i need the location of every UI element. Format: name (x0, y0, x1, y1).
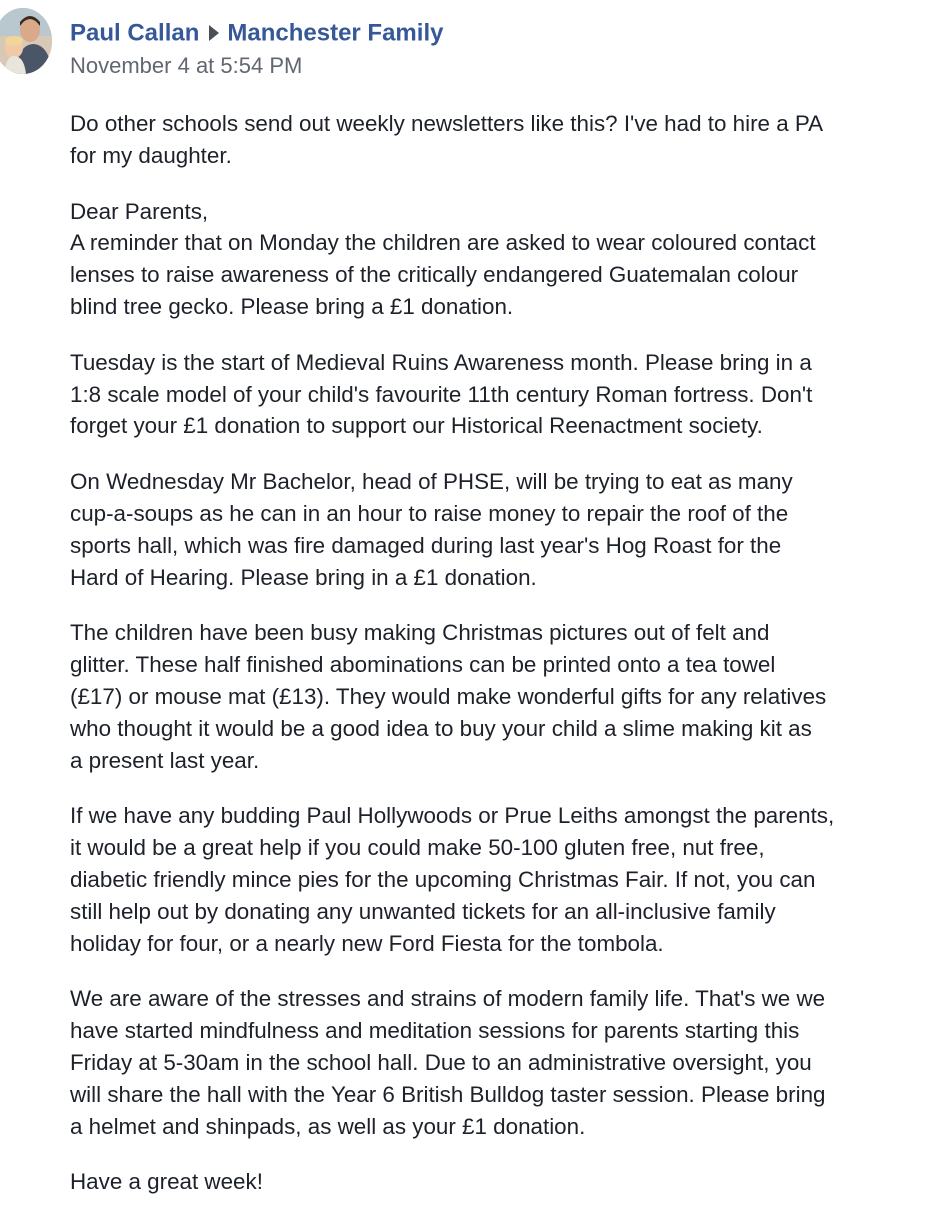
text-line: a helmet and shinpads, as well as your £1 donation. (70, 1113, 586, 1139)
text-line: On Wednesday Mr Bachelor, head of PHSE, will be trying to eat as many (70, 469, 793, 495)
text-line: Have a great week! (70, 1169, 263, 1195)
text-line: a present last year. (70, 747, 260, 773)
text-line: diabetic friendly mince pies for the upcoming Christmas Fair. If not, you can (70, 866, 816, 892)
text-line: Hard of Hearing. Please bring in a £1 donation. (70, 564, 537, 590)
post-paragraph (70, 617, 940, 776)
text-line: sports hall, which was fire damaged during last year's Hog Roast for the (70, 532, 782, 558)
text-line: forget your £1 donation to support our Historical Reenactment society. (70, 413, 763, 439)
author-line (70, 18, 443, 49)
post-paragraph (70, 466, 940, 593)
post-paragraph (70, 347, 940, 442)
text-line: Dear Parents, (70, 198, 209, 224)
text-line: it would be a great help if you could make 50-100 gluten free, nut free, (70, 835, 765, 861)
post-paragraph (70, 108, 940, 172)
text-line: (£17) or mouse mat (£13). They would make wonderful gifts for any relatives (70, 683, 827, 709)
text-line: The children have been busy making Christmas pictures out of felt and (70, 620, 770, 646)
text-line: still help out by donating any unwanted tickets for an all-inclusive family (70, 898, 776, 924)
right-triangle-icon (209, 25, 219, 41)
text-line: A reminder that on Monday the children are asked to wear coloured contact (70, 230, 816, 256)
text-line: lenses to raise awareness of the critically endangered Guatemalan colour (70, 262, 799, 288)
text-line: who thought it would be a good idea to buy your child a slime making kit as (70, 715, 812, 741)
text-line: glitter. These half finished abominations can be printed onto a tea towel (70, 652, 776, 678)
text-line: blind tree gecko. Please bring a £1 donation. (70, 293, 514, 319)
text-line: will share the hall with the Year 6 British Bulldog taster session. Please bring (70, 1081, 826, 1107)
text-line: for my daughter. (70, 142, 232, 168)
post-body (70, 108, 940, 1222)
post-paragraph (70, 800, 940, 959)
avatar[interactable] (0, 8, 52, 74)
group-name[interactable]: Manchester Family (227, 19, 444, 47)
author-name[interactable]: Paul Callan (70, 19, 200, 47)
post-timestamp[interactable]: November 4 at 5:54 PM (70, 52, 303, 78)
post-header (70, 18, 443, 81)
post-paragraph (70, 1166, 940, 1198)
text-line: cup-a-soups as he can in an hour to raise money to repair the roof of the (70, 500, 789, 526)
text-line: have started mindfulness and meditation sessions for parents starting this (70, 1018, 800, 1044)
text-line: If we have any budding Paul Hollywoods or Prue Leiths amongst the parents, (70, 803, 835, 829)
text-line: Friday at 5-30am in the school hall. Due to an administrative oversight, you (70, 1049, 812, 1075)
text-line: holiday for four, or a nearly new Ford Fiesta for the tombola. (70, 930, 664, 956)
text-line: Do other schools send out weekly newsletters like this? I've had to hire a PA (70, 111, 824, 136)
post-paragraph (70, 196, 940, 323)
text-line: 1:8 scale model of your child's favourite 11th century Roman fortress. Don't (70, 381, 813, 407)
profile-photo-icon (0, 8, 52, 74)
text-line: We are aware of the stresses and strains of modern family life. That's we we (70, 986, 826, 1012)
post-paragraph (70, 983, 940, 1142)
text-line: Tuesday is the start of Medieval Ruins Awareness month. Please bring in a (70, 349, 812, 375)
